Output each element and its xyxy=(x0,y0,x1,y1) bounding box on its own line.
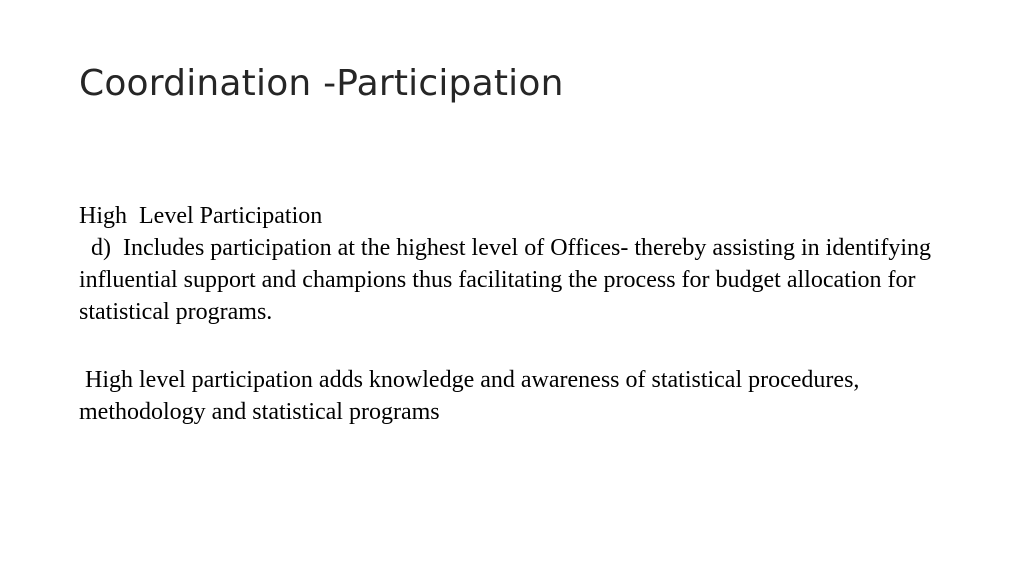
slide-body xyxy=(79,200,959,428)
list-item-d: d) Includes participation at the highest level of Offices- thereby assisting in identifying influential support and champions thus facilitating the process for budget allocation for statistical programs. xyxy=(79,235,937,325)
closing-paragraph: High level participation adds knowledge and awareness of statistical procedures, methodology and statistical programs xyxy=(79,367,866,425)
section-heading: High Level Participation xyxy=(79,203,323,229)
slide-title: Coordination -Participation xyxy=(79,63,564,104)
